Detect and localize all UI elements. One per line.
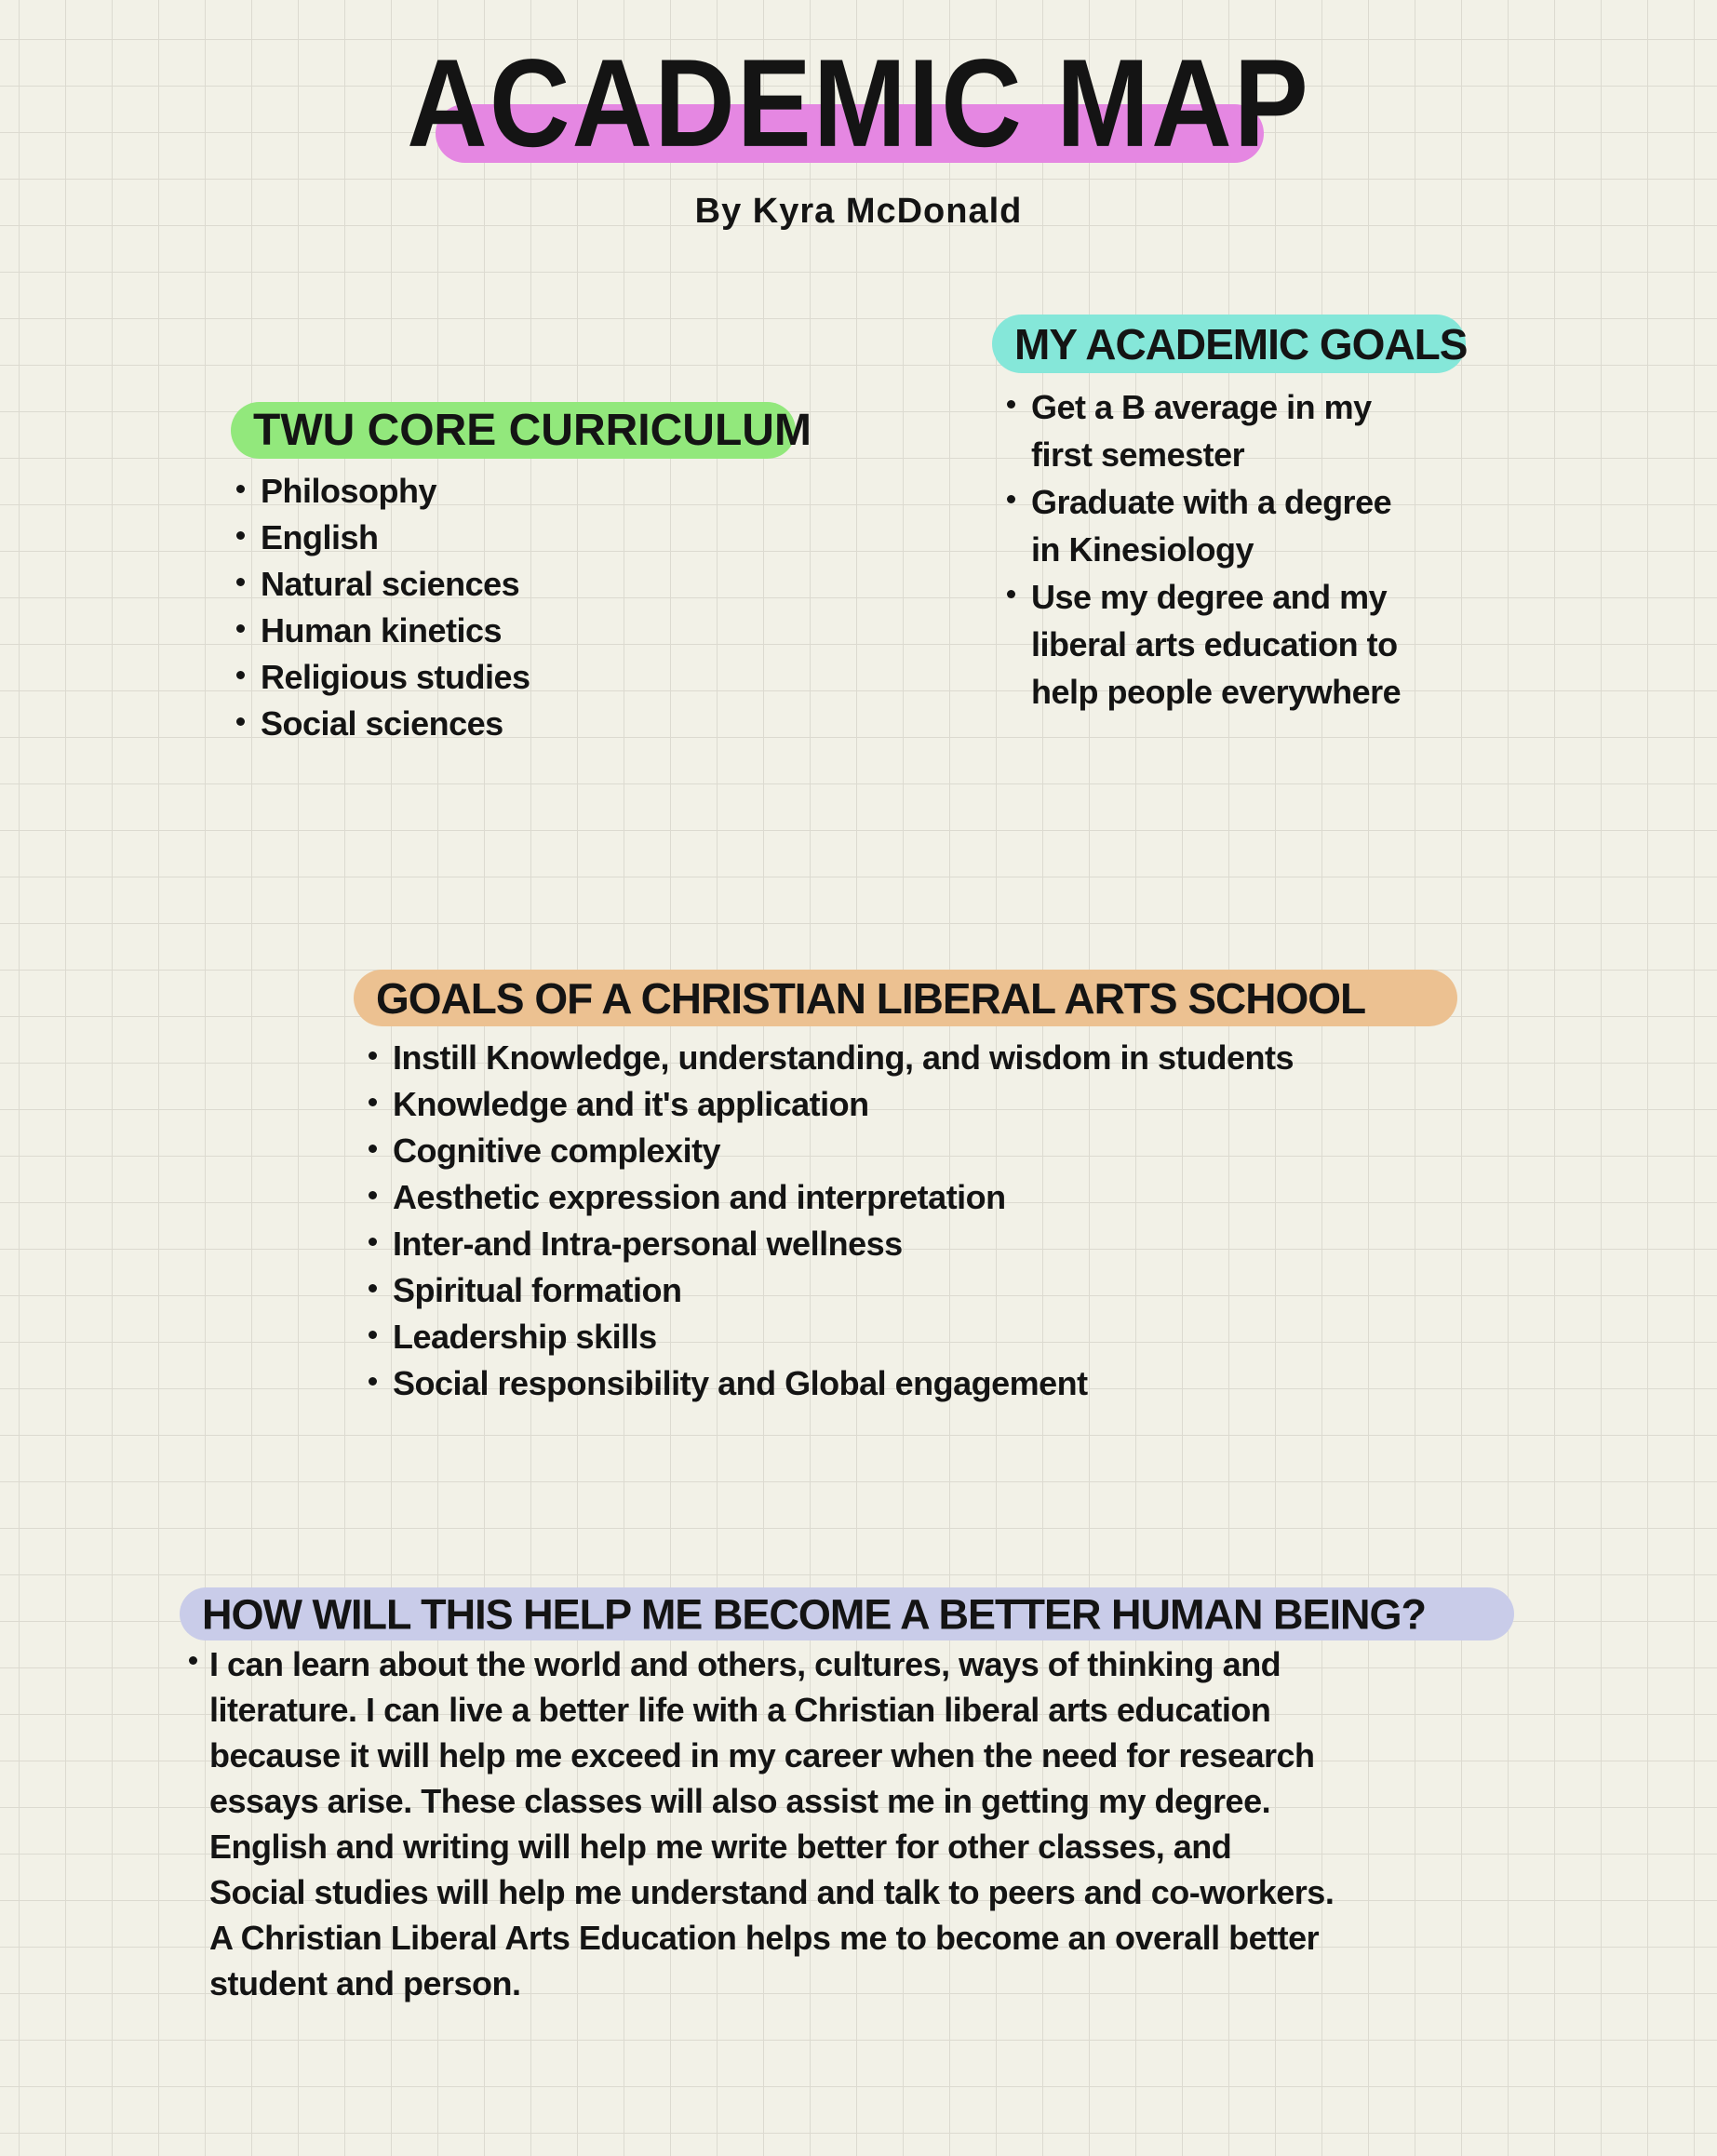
paragraph-line-text: English and writing will help me write better for other classes, and: [209, 1828, 1232, 1866]
list-item: [393, 1174, 1294, 1221]
paragraph-line: [209, 1641, 1334, 1687]
bullet-dot: [236, 578, 245, 586]
list-item-continuation: [1031, 668, 1401, 716]
list-item-text: Get a B average in my: [1031, 388, 1372, 426]
list-item-text: Aesthetic expression and interpretation: [393, 1178, 1006, 1216]
list-item-text: in Kinesiology: [1031, 530, 1254, 569]
list-item-continuation: [1031, 526, 1401, 573]
page-title: ACADEMIC MAP: [407, 33, 1310, 174]
paragraph-line: [209, 1869, 1334, 1915]
list-item-text: Social responsibility and Global engagement: [393, 1364, 1088, 1402]
list-item: [393, 1128, 1294, 1174]
bullet-dot: [236, 485, 245, 493]
bullet-dot: [1007, 495, 1015, 503]
paragraph-line: [209, 1915, 1334, 1961]
list-item-text: Use my degree and my: [1031, 578, 1388, 616]
paragraph-line-text: A Christian Liberal Arts Education helps me to become an overall better: [209, 1919, 1320, 1957]
core-list: [261, 468, 530, 747]
paragraph-line: [209, 1687, 1334, 1733]
bullet-dot: [369, 1377, 377, 1386]
list-item: [1031, 573, 1401, 621]
goals-heading: MY ACADEMIC GOALS: [1014, 320, 1468, 368]
paragraph-line-text: Social studies will help me understand and talk to peers and co-workers.: [209, 1873, 1335, 1911]
list-item-text: Leadership skills: [393, 1318, 657, 1356]
paragraph-line-text: because it will help me exceed in my career when the need for research: [209, 1736, 1315, 1774]
list-item: [393, 1360, 1294, 1407]
list-item-text: Graduate with a degree: [1031, 483, 1392, 521]
list-item-text: Natural sciences: [261, 565, 520, 603]
liberal-heading: GOALS OF A CHRISTIAN LIBERAL ARTS SCHOOL: [376, 974, 1366, 1023]
better-paragraph: [209, 1641, 1334, 2006]
bullet-dot: [189, 1656, 197, 1665]
list-item-text: liberal arts education to: [1031, 625, 1398, 663]
paragraph-line-text: literature. I can live a better life with a Christian liberal arts education: [209, 1691, 1271, 1729]
list-item-text: Knowledge and it's application: [393, 1085, 869, 1123]
list-item: [261, 468, 530, 515]
list-item: [261, 608, 530, 654]
bullet-dot: [369, 1238, 377, 1246]
bullet-dot: [236, 624, 245, 633]
paragraph-line: [209, 1824, 1334, 1869]
list-item-text: Cognitive complexity: [393, 1132, 721, 1170]
byline: By Kyra McDonald: [694, 192, 1023, 231]
list-item: [261, 701, 530, 747]
goals-list: [1031, 383, 1401, 716]
list-item: [261, 561, 530, 608]
list-item: [261, 654, 530, 701]
bullet-dot: [236, 717, 245, 726]
paragraph-line: [209, 1961, 1334, 2006]
list-item-text: Inter-and Intra-personal wellness: [393, 1225, 903, 1263]
better-heading: HOW WILL THIS HELP ME BECOME A BETTER HUMAN BEING?: [202, 1590, 1426, 1639]
list-item-text: Religious studies: [261, 658, 530, 696]
bullet-dot: [236, 671, 245, 679]
list-item: [393, 1314, 1294, 1360]
list-item-text: first semester: [1031, 435, 1245, 474]
paragraph-line-text: student and person.: [209, 1964, 521, 2002]
list-item-text: help people everywhere: [1031, 673, 1402, 711]
list-item-text: Philosophy: [261, 472, 437, 510]
bullet-dot: [369, 1145, 377, 1153]
list-item-continuation: [1031, 621, 1401, 668]
bullet-dot: [369, 1051, 377, 1060]
list-item-continuation: [1031, 431, 1401, 478]
bullet-dot: [369, 1331, 377, 1339]
list-item: [393, 1081, 1294, 1128]
core-heading: TWU CORE CURRICULUM: [253, 406, 812, 455]
bullet-dot: [1007, 590, 1015, 598]
bullet-dot: [369, 1191, 377, 1199]
list-item-text: Instill Knowledge, understanding, and wisdom in students: [393, 1038, 1294, 1077]
list-item-text: Social sciences: [261, 704, 503, 743]
paragraph-line-text: essays arise. These classes will also assist me in getting my degree.: [209, 1782, 1271, 1820]
paragraph-line-text: I can learn about the world and others, cultures, ways of thinking and: [209, 1645, 1281, 1683]
bullet-dot: [1007, 400, 1015, 408]
bullet-dot: [236, 531, 245, 540]
paragraph-line: [209, 1733, 1334, 1778]
list-item: [393, 1267, 1294, 1314]
paragraph-line: [209, 1778, 1334, 1824]
list-item-text: Spiritual formation: [393, 1271, 682, 1309]
list-item: [261, 515, 530, 561]
bullet-dot: [369, 1284, 377, 1292]
bullet-dot: [369, 1098, 377, 1106]
list-item: [393, 1221, 1294, 1267]
list-item: [393, 1035, 1294, 1081]
list-item-text: English: [261, 518, 379, 556]
liberal-list: [393, 1035, 1294, 1407]
list-item: [1031, 383, 1401, 431]
list-item-text: Human kinetics: [261, 611, 503, 649]
list-item: [1031, 478, 1401, 526]
